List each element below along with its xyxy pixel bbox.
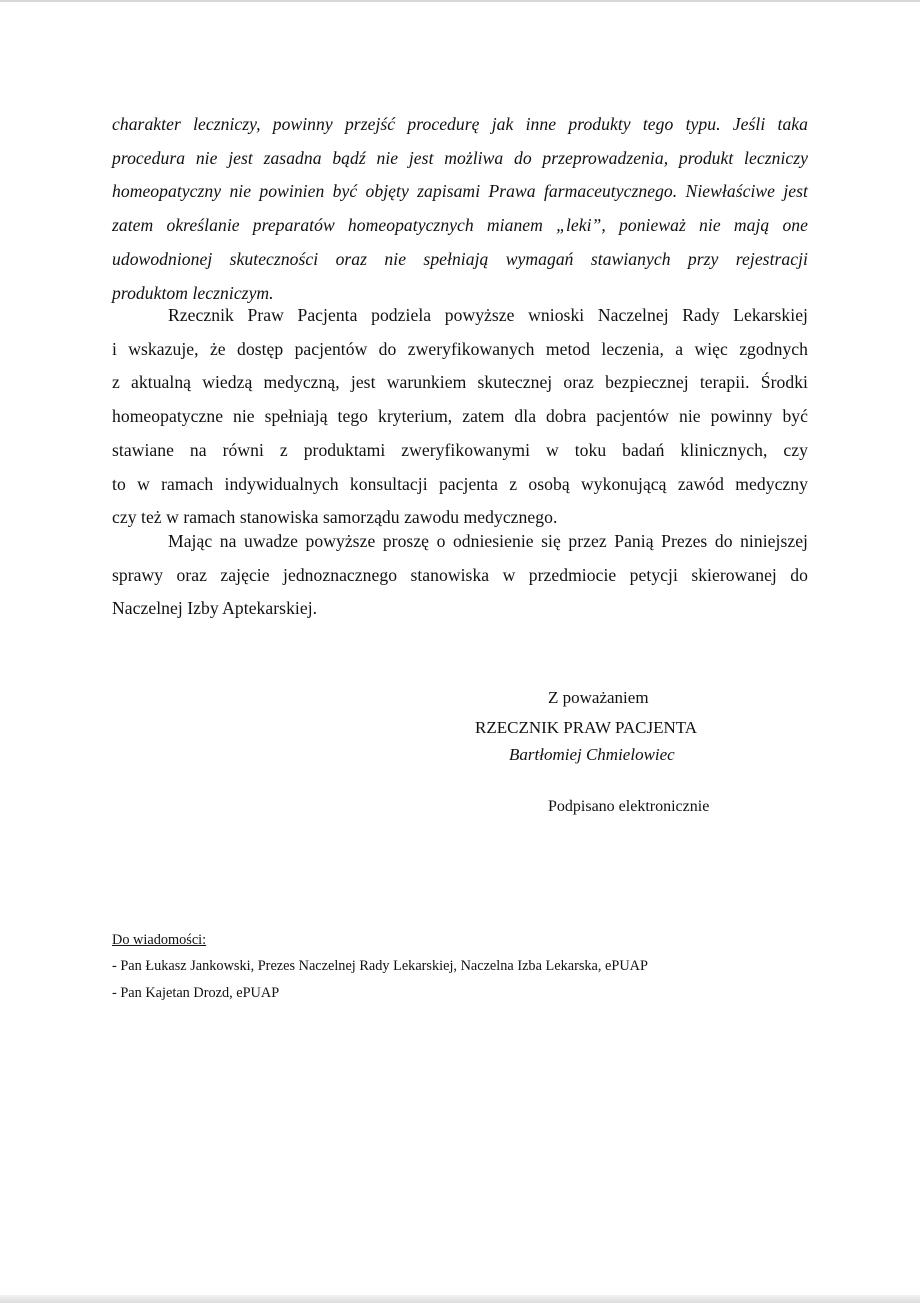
paragraph-line: Rzecznik Praw Pacjenta podziela powyższe wnioski Naczelnej Rady Lekarskiej: [168, 305, 808, 325]
paragraph-ombudsman-position: [112, 299, 808, 535]
page-bottom-edge: [0, 1295, 920, 1303]
signature-name: Bartłomiej Chmielowiec: [509, 745, 675, 764]
paragraph-request: [112, 525, 808, 626]
cc-item: - Pan Kajetan Drozd, ePUAP: [112, 985, 280, 1001]
paragraph-line: to w ramach indywidualnych konsultacji pacjenta z osobą wykonującą zawód medyczny: [112, 473, 808, 494]
cc-title: Do wiadomości:: [112, 932, 207, 948]
paragraph-line: i wskazuje, że dostęp pacjentów do zweryfikowanych metod leczenia, a więc zgodnych: [112, 338, 808, 359]
paragraph-line: czy też w ramach stanowiska samorządu zawodu medycznego.: [112, 507, 558, 528]
paragraph-line: charakter leczniczy, powinny przejść procedurę jak inne produkty tego typu. Jeśli taka: [112, 114, 808, 134]
paragraph-line: produktom leczniczym.: [112, 282, 274, 303]
paragraph-line: udowodnionej skuteczności oraz nie spełniają wymagań stawianych przy rejestracji: [112, 248, 808, 269]
paragraph-line: homeopatyczny nie powinien być objęty zapisami Prawa farmaceutycznego. Niewłaściwe jest: [112, 181, 808, 202]
signature-electronic-note: Podpisano elektronicznie: [548, 798, 710, 815]
paragraph-line: homeopatyczne nie spełniają tego kryterium, zatem dla dobra pacjentów nie powinny być: [112, 406, 808, 427]
paragraph-line: Mając na uwadze powyższe proszę o odniesienie się przez Panią Prezes do niniejszej: [168, 531, 808, 551]
paragraph-line: zatem określanie preparatów homeopatycznych mianem „leki”, ponieważ nie mają one: [112, 215, 808, 236]
page-top-edge: [0, 0, 920, 2]
signature-closing: Z poważaniem: [548, 688, 649, 707]
paragraph-line: stawiane na równi z produktami zweryfikowanymi w toku badań klinicznych, czy: [112, 439, 808, 460]
paragraph-homeopathic-conclusion: [112, 108, 808, 310]
paragraph-line: z aktualną wiedzą medyczną, jest warunkiem skutecznej oraz bezpiecznej terapii. Środki: [112, 372, 808, 393]
paragraph-line: Naczelnej Izby Aptekarskiej.: [112, 598, 318, 619]
cc-item: - Pan Łukasz Jankowski, Prezes Naczelnej Rady Lekarskiej, Naczelna Izba Lekarska, ePUAP: [112, 958, 648, 974]
paragraph-line: sprawy oraz zajęcie jednoznacznego stanowiska w przedmiocie petycji skierowanej do: [112, 564, 808, 585]
paragraph-line: procedura nie jest zasadna bądź nie jest możliwa do przeprowadzenia, produkt leczniczy: [112, 147, 808, 168]
signature-office: RZECZNIK PRAW PACJENTA: [475, 718, 698, 737]
